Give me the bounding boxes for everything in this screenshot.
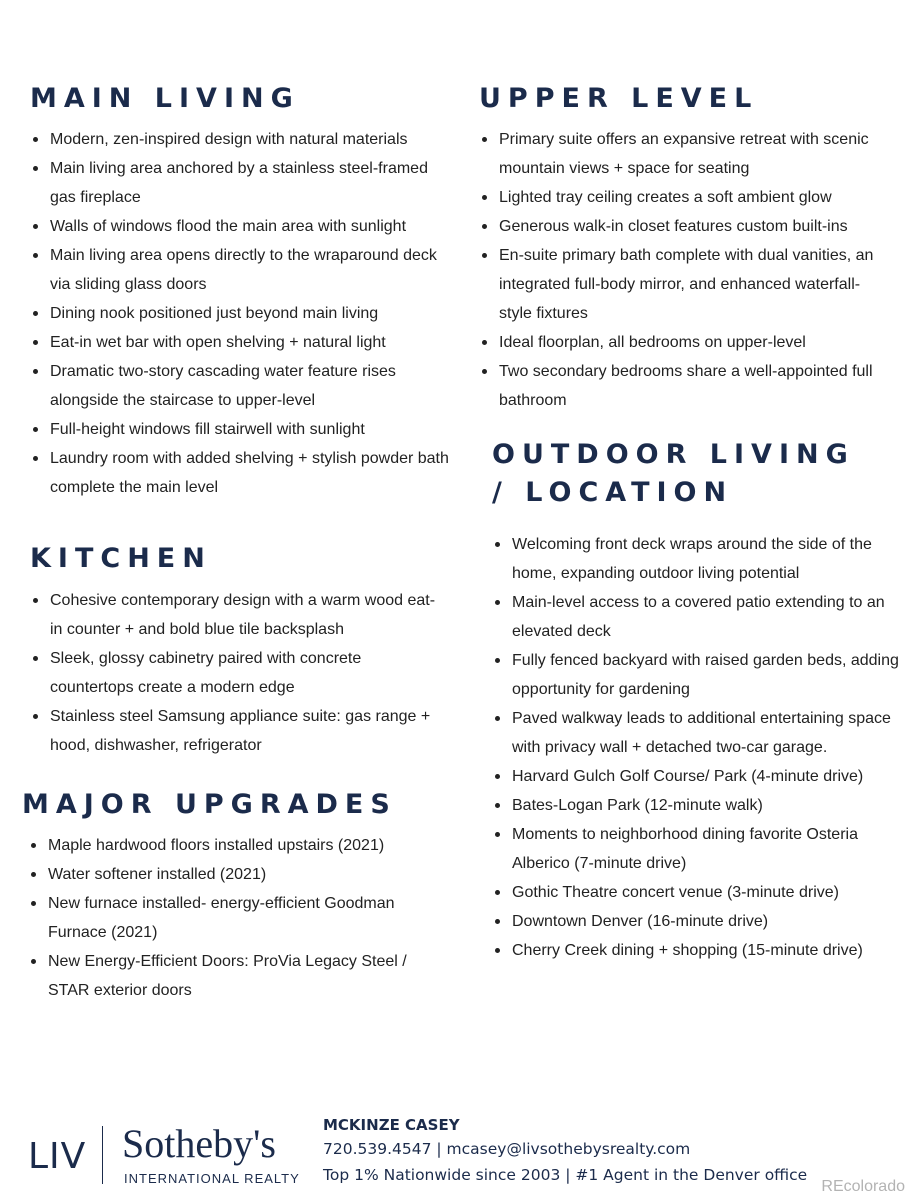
list-item: Walls of windows flood the main area with sunlight xyxy=(30,212,450,241)
outdoor-living-heading: OUTDOOR LIVING / LOCATION xyxy=(492,439,855,508)
outdoor-living-list xyxy=(492,530,902,965)
list-item: Cherry Creek dining + shopping (15-minute drive) xyxy=(492,936,902,965)
list-item: New furnace installed- energy-efficient Goodman Furnace (2021) xyxy=(28,889,442,947)
upper-level-section xyxy=(479,80,879,415)
list-item: Main living area opens directly to the wraparound deck via sliding glass doors xyxy=(30,241,450,299)
main-living-section xyxy=(30,80,450,502)
upper-level-list xyxy=(479,125,879,415)
brokerage-logo xyxy=(28,1120,318,1190)
list-item: Paved walkway leads to additional entertaining space with privacy wall + detached two-car garage. xyxy=(492,704,902,762)
major-upgrades-section xyxy=(22,786,442,1005)
agent-contact: 720.539.4547 | mcasey@livsothebysrealty.com xyxy=(323,1140,691,1158)
outdoor-living-section xyxy=(492,436,902,965)
logo-brand-text: Sotheby's xyxy=(122,1121,276,1166)
list-item: Water softener installed (2021) xyxy=(28,860,442,889)
kitchen-section xyxy=(30,540,440,760)
list-item: Moments to neighborhood dining favorite Osteria Alberico (7-minute drive) xyxy=(492,820,902,878)
main-living-list xyxy=(30,125,450,502)
list-item: Fully fenced backyard with raised garden beds, adding opportunity for gardening xyxy=(492,646,902,704)
logo-liv-text: LIV xyxy=(28,1136,87,1177)
list-item: En-suite primary bath complete with dual vanities, an integrated full-body mirror, and enhanced waterfall-style fixtures xyxy=(479,241,879,328)
list-item: Cohesive contemporary design with a warm wood eat-in counter + and bold blue tile backsplash xyxy=(30,586,440,644)
list-item: Maple hardwood floors installed upstairs (2021) xyxy=(28,831,442,860)
agent-tagline: Top 1% Nationwide since 2003 | #1 Agent in the Denver office xyxy=(323,1166,808,1184)
list-item: Bates-Logan Park (12-minute walk) xyxy=(492,791,902,820)
list-item: Primary suite offers an expansive retreat with scenic mountain views + space for seating xyxy=(479,125,879,183)
kitchen-heading: KITCHEN xyxy=(30,543,212,574)
list-item: Dining nook positioned just beyond main living xyxy=(30,299,450,328)
logo-subtitle: INTERNATIONAL REALTY xyxy=(124,1171,300,1186)
list-item: Generous walk-in closet features custom built-ins xyxy=(479,212,879,241)
list-item: Full-height windows fill stairwell with sunlight xyxy=(30,415,450,444)
logo-divider xyxy=(102,1126,103,1184)
list-item: Main living area anchored by a stainless steel-framed gas fireplace xyxy=(30,154,450,212)
agent-name: MCKINZE CASEY xyxy=(323,1116,460,1134)
list-item: Main-level access to a covered patio extending to an elevated deck xyxy=(492,588,902,646)
list-item: Welcoming front deck wraps around the side of the home, expanding outdoor living potential xyxy=(492,530,902,588)
list-item: Modern, zen-inspired design with natural materials xyxy=(30,125,450,154)
main-living-heading: MAIN LIVING xyxy=(30,83,300,114)
major-upgrades-list xyxy=(28,831,442,1005)
agent-contact-block xyxy=(323,1114,843,1188)
list-item: Dramatic two-story cascading water feature rises alongside the staircase to upper-level xyxy=(30,357,450,415)
list-item: Laundry room with added shelving + stylish powder bath complete the main level xyxy=(30,444,450,502)
kitchen-list xyxy=(30,586,440,760)
upper-level-heading: UPPER LEVEL xyxy=(479,83,759,114)
list-item: Eat-in wet bar with open shelving + natural light xyxy=(30,328,450,357)
list-item: Gothic Theatre concert venue (3-minute drive) xyxy=(492,878,902,907)
list-item: Two secondary bedrooms share a well-appointed full bathroom xyxy=(479,357,879,415)
list-item: Stainless steel Samsung appliance suite: gas range + hood, dishwasher, refrigerator xyxy=(30,702,440,760)
list-item: Downtown Denver (16-minute drive) xyxy=(492,907,902,936)
list-item: Ideal floorplan, all bedrooms on upper-level xyxy=(479,328,879,357)
list-item: Sleek, glossy cabinetry paired with concrete countertops create a modern edge xyxy=(30,644,440,702)
list-item: Lighted tray ceiling creates a soft ambient glow xyxy=(479,183,879,212)
list-item: Harvard Gulch Golf Course/ Park (4-minute drive) xyxy=(492,762,902,791)
watermark: REcolorado xyxy=(821,1178,905,1195)
list-item: New Energy-Efficient Doors: ProVia Legacy Steel / STAR exterior doors xyxy=(28,947,442,1005)
major-upgrades-heading: MAJOR UPGRADES xyxy=(22,789,397,820)
